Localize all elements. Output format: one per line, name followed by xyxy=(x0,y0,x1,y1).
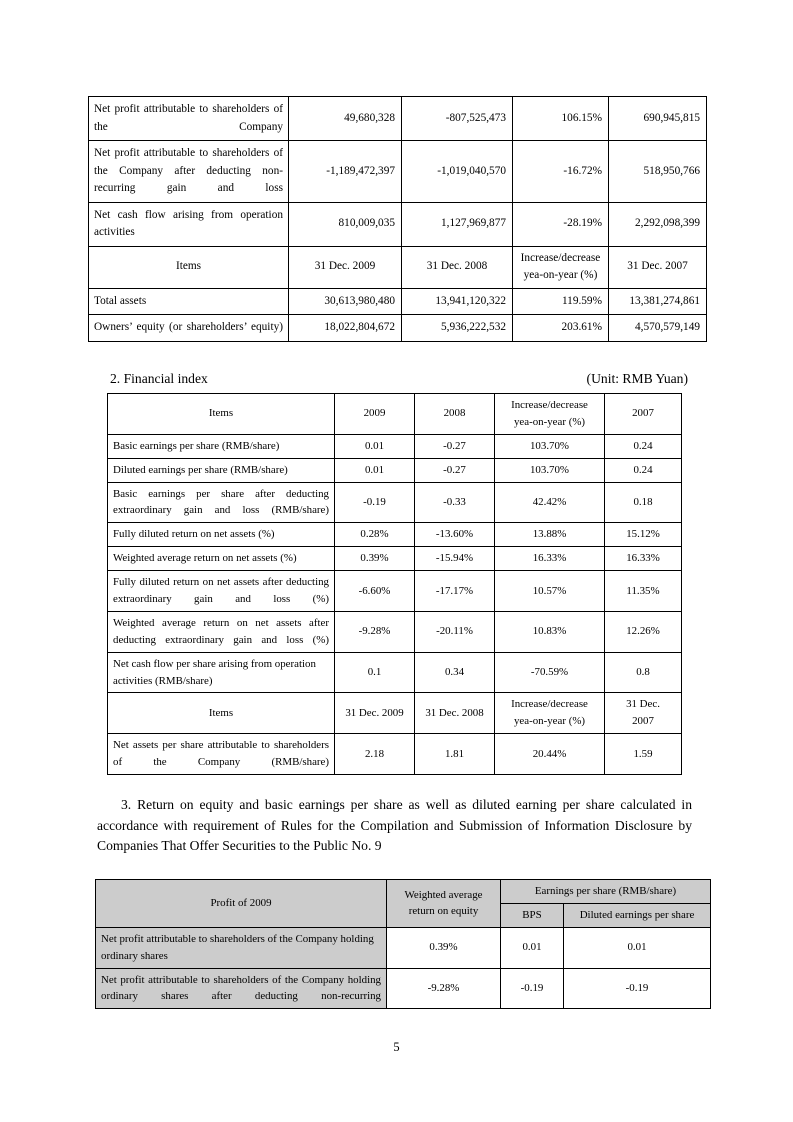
row-label: Net profit attributable to shareholders of the Company holding ordinary shares after deducting non-recurring xyxy=(96,968,387,1009)
table-row xyxy=(108,482,682,523)
header-2009: 31 Dec. 2009 xyxy=(335,693,415,734)
cell-change: 13.88% xyxy=(495,523,605,547)
cell-2007: 16.33% xyxy=(605,547,682,571)
row-label: Fully diluted return on net assets (%) xyxy=(108,523,335,547)
cell-change: 10.57% xyxy=(495,571,605,612)
header-eps-group: Earnings per share (RMB/share) xyxy=(501,880,711,904)
cell-2008: 1.81 xyxy=(415,734,495,775)
row-label: Total assets xyxy=(89,288,289,315)
row-label: Net profit attributable to shareholders of the Company xyxy=(89,97,289,141)
header-weighted-line1: Weighted average xyxy=(404,888,483,901)
cell-2008: -17.17% xyxy=(415,571,495,612)
table-row xyxy=(108,611,682,652)
header-change xyxy=(495,394,605,435)
cell-diluted-eps: -0.19 xyxy=(564,968,711,1009)
header-2009: 2009 xyxy=(335,394,415,435)
table-row xyxy=(96,968,711,1009)
section-three-paragraph: 3. Return on equity and basic earnings per share as well as diluted earning per share calculated in accordance with requirement of Rules for the Compilation and Submission of Information Disclosure by Companies That Offer Securities to the Public No. 9 xyxy=(97,797,692,854)
cell-2008: 0.34 xyxy=(415,652,495,693)
cell-2009: -0.19 xyxy=(335,482,415,523)
cell-weighted-roe: -9.28% xyxy=(387,968,501,1009)
section-two-title: 2. Financial index xyxy=(110,371,208,386)
cell-change: 20.44% xyxy=(495,734,605,775)
cell-2009: 30,613,980,480 xyxy=(289,288,402,315)
header-change xyxy=(513,246,609,288)
header-change-line1: Increase/decrease xyxy=(511,698,588,711)
cell-2007: 15.12% xyxy=(605,523,682,547)
cell-2008: -20.11% xyxy=(415,611,495,652)
cell-2008: 1,127,969,877 xyxy=(402,202,513,246)
table-header-row xyxy=(89,246,707,288)
table-row xyxy=(89,202,707,246)
row-label: Net assets per share attributable to shareholders of the Company (RMB/share) xyxy=(108,734,335,775)
cell-2007: 4,570,579,149 xyxy=(609,315,707,342)
cell-2009: -1,189,472,397 xyxy=(289,141,402,203)
cell-2007: 2,292,098,399 xyxy=(609,202,707,246)
cell-change: -28.19% xyxy=(513,202,609,246)
cell-2008: -13.60% xyxy=(415,523,495,547)
table-header-row xyxy=(96,880,711,904)
cell-2008: -1,019,040,570 xyxy=(402,141,513,203)
header-2007: 2007 xyxy=(605,394,682,435)
table-row xyxy=(108,458,682,482)
cell-2008: 5,936,222,532 xyxy=(402,315,513,342)
cell-2009: 2.18 xyxy=(335,734,415,775)
row-label: Weighted average return on net assets after deducting extraordinary gain and loss (%) xyxy=(108,611,335,652)
financial-index-table xyxy=(107,393,682,775)
table-row xyxy=(108,434,682,458)
cell-2007: 0.24 xyxy=(605,434,682,458)
page-number: 5 xyxy=(393,1040,400,1054)
cell-diluted-eps: 0.01 xyxy=(564,927,711,968)
table-header-row xyxy=(108,693,682,734)
cell-2007: 13,381,274,861 xyxy=(609,288,707,315)
header-2008: 2008 xyxy=(415,394,495,435)
row-label: Basic earnings per share (RMB/share) xyxy=(108,434,335,458)
cell-change: 42.42% xyxy=(495,482,605,523)
row-label: Net profit attributable to shareholders of the Company holding ordinary shares xyxy=(96,927,387,968)
header-2009: 31 Dec. 2009 xyxy=(289,246,402,288)
cell-2008: -807,525,473 xyxy=(402,97,513,141)
cell-2009: 0.28% xyxy=(335,523,415,547)
row-label: Fully diluted return on net assets after deducting extraordinary gain and loss (%) xyxy=(108,571,335,612)
cell-2007: 0.18 xyxy=(605,482,682,523)
header-bps: BPS xyxy=(501,903,564,927)
cell-change: -16.72% xyxy=(513,141,609,203)
table-row xyxy=(108,571,682,612)
header-2008: 31 Dec. 2008 xyxy=(415,693,495,734)
header-weighted-average-roe xyxy=(387,880,501,928)
header-weighted-line2: return on equity xyxy=(408,905,479,918)
header-2008: 31 Dec. 2008 xyxy=(402,246,513,288)
cell-change: 10.83% xyxy=(495,611,605,652)
cell-2009: 810,009,035 xyxy=(289,202,402,246)
cell-2009: -6.60% xyxy=(335,571,415,612)
header-change-line2: yea-on-year (%) xyxy=(513,715,586,728)
cell-change: 103.70% xyxy=(495,434,605,458)
row-label: Net cash flow per share arising from operation activities (RMB/share) xyxy=(108,652,335,693)
table-row xyxy=(108,547,682,571)
cell-2008: -15.94% xyxy=(415,547,495,571)
header-2007 xyxy=(605,693,682,734)
table-row xyxy=(89,315,707,342)
table-row xyxy=(96,927,711,968)
cell-weighted-roe: 0.39% xyxy=(387,927,501,968)
table-row xyxy=(108,734,682,775)
row-label: Net profit attributable to shareholders of the Company after deducting non-recurring gain and loss xyxy=(89,141,289,203)
cell-change: 119.59% xyxy=(513,288,609,315)
roe-eps-table xyxy=(95,879,711,1009)
header-change xyxy=(495,693,605,734)
header-profit-of-2009: Profit of 2009 xyxy=(96,880,387,928)
cell-2007: 1.59 xyxy=(605,734,682,775)
header-diluted-eps: Diluted earnings per share xyxy=(564,903,711,927)
header-change-line1: Increase/decrease xyxy=(520,251,601,264)
table-header-row xyxy=(108,394,682,435)
header-2007-line2: 2007 xyxy=(632,715,654,728)
header-2007: 31 Dec. 2007 xyxy=(609,246,707,288)
row-label: Net cash flow arising from operation activities xyxy=(89,202,289,246)
cell-2008: -0.27 xyxy=(415,434,495,458)
cell-2007: 11.35% xyxy=(605,571,682,612)
cell-2007: 0.24 xyxy=(605,458,682,482)
cell-2009: 0.01 xyxy=(335,458,415,482)
cell-2008: -0.33 xyxy=(415,482,495,523)
cell-2007: 518,950,766 xyxy=(609,141,707,203)
cell-change: 203.61% xyxy=(513,315,609,342)
cell-2009: 0.1 xyxy=(335,652,415,693)
cell-2007: 12.26% xyxy=(605,611,682,652)
row-label: Owners’ equity (or shareholders’ equity) xyxy=(89,315,289,342)
cell-2007: 690,945,815 xyxy=(609,97,707,141)
cell-2008: -0.27 xyxy=(415,458,495,482)
table-row xyxy=(89,288,707,315)
cell-change: 103.70% xyxy=(495,458,605,482)
header-change-line2: yea-on-year (%) xyxy=(513,415,586,428)
cell-2009: 0.01 xyxy=(335,434,415,458)
cell-bps: -0.19 xyxy=(501,968,564,1009)
cell-2009: -9.28% xyxy=(335,611,415,652)
section-two-heading xyxy=(110,371,688,387)
cell-2009: 49,680,328 xyxy=(289,97,402,141)
row-label: Weighted average return on net assets (%) xyxy=(108,547,335,571)
cell-change: -70.59% xyxy=(495,652,605,693)
header-items: Items xyxy=(108,394,335,435)
header-change-line2: yea-on-year (%) xyxy=(523,269,598,281)
header-change-line1: Increase/decrease xyxy=(511,399,588,411)
cell-change: 106.15% xyxy=(513,97,609,141)
cell-2008: 13,941,120,322 xyxy=(402,288,513,315)
row-label: Basic earnings per share after deducting extraordinary gain and loss (RMB/share) xyxy=(108,482,335,523)
table-row xyxy=(89,97,707,141)
section-two-unit: (Unit: RMB Yuan) xyxy=(586,371,688,386)
header-items: Items xyxy=(108,693,335,734)
cell-bps: 0.01 xyxy=(501,927,564,968)
cell-2009: 18,022,804,672 xyxy=(289,315,402,342)
cell-change: 16.33% xyxy=(495,547,605,571)
table-row xyxy=(108,652,682,693)
table-row xyxy=(89,141,707,203)
header-items: Items xyxy=(89,246,289,288)
cell-2009: 0.39% xyxy=(335,547,415,571)
header-2007-line1: 31 Dec. xyxy=(626,698,660,711)
summary-financials-table xyxy=(88,96,707,342)
cell-2007: 0.8 xyxy=(605,652,682,693)
row-label: Diluted earnings per share (RMB/share) xyxy=(108,458,335,482)
table-row xyxy=(108,523,682,547)
